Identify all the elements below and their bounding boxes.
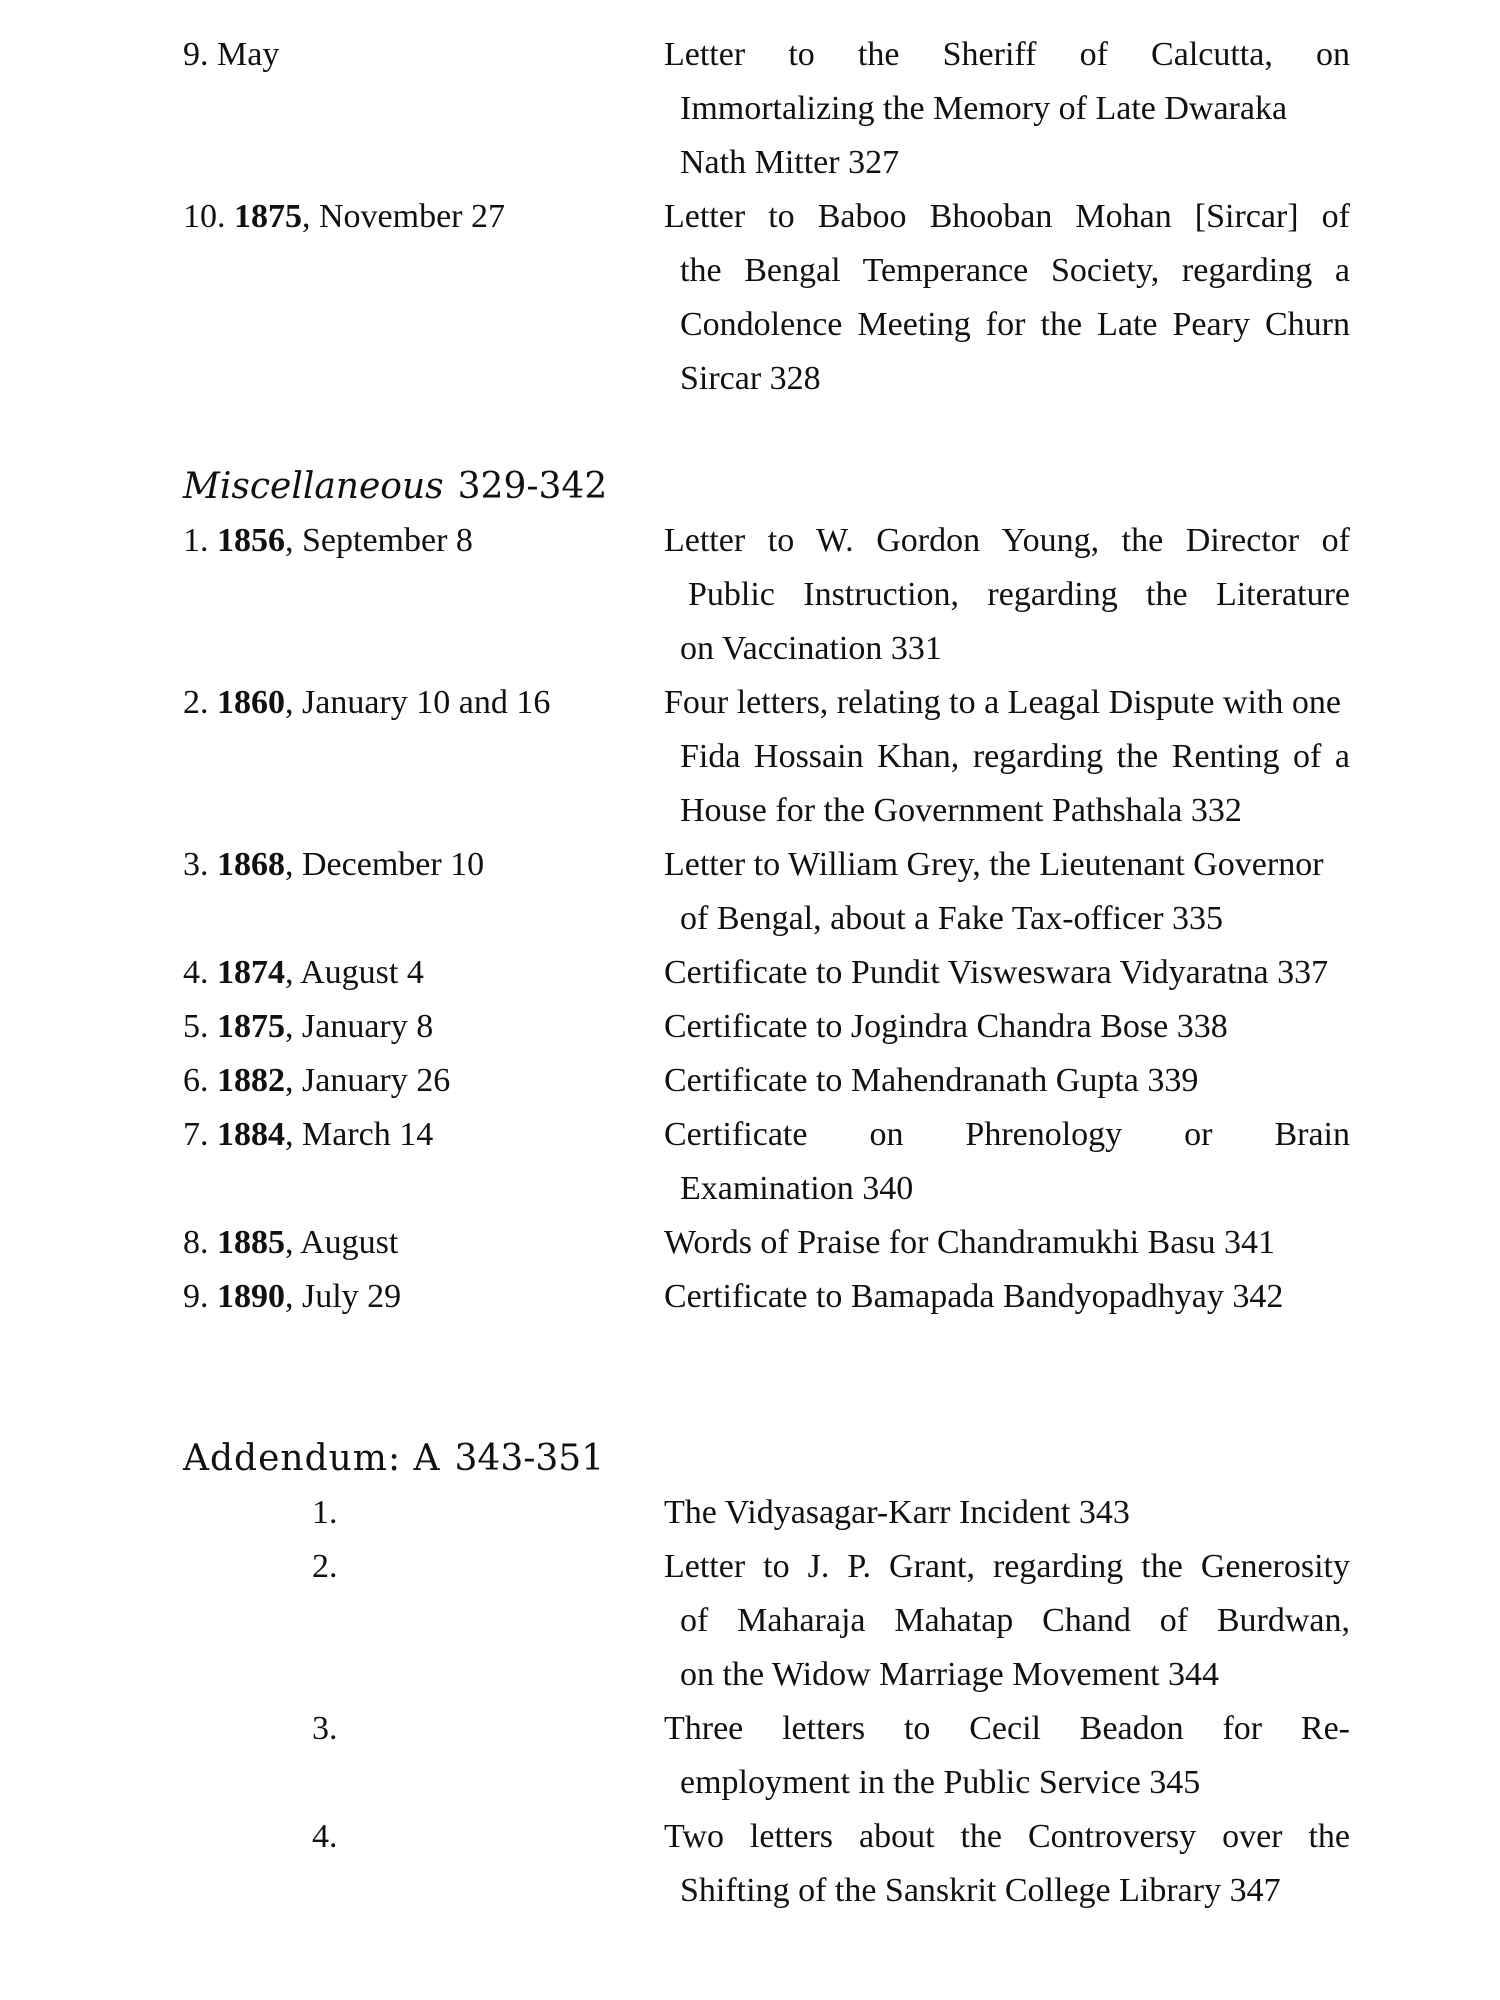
entry-number: 8. xyxy=(183,1224,209,1261)
entry-year: 1868 xyxy=(217,846,285,883)
description-line: Immortalizing the Memory of Late Dwaraka xyxy=(680,90,1288,127)
description-line: Words of Praise for Chandramukhi Basu 341 xyxy=(664,1224,1276,1261)
entry-number: 10. xyxy=(183,198,226,235)
entry-description xyxy=(664,1702,1350,1810)
entry-date xyxy=(183,514,473,568)
entry-date xyxy=(183,838,484,892)
entry-date-text: , August 4 xyxy=(285,954,424,991)
section-page-range: 329-342 xyxy=(457,466,608,507)
description-line: Letter to William Grey, the Lieutenant Governor xyxy=(664,846,1324,883)
entry-number: 2. xyxy=(312,1548,338,1585)
description-line: of Maharaja Mahatap Chand of Burdwan, xyxy=(680,1602,1350,1639)
description-line: Certificate on Phrenology or Brain xyxy=(664,1116,1350,1153)
description-line: on Vaccination 331 xyxy=(680,630,942,667)
entry-number: 3. xyxy=(183,846,209,883)
entry-number: 9. xyxy=(183,36,209,73)
entry-description xyxy=(664,946,1350,1000)
description-line: employment in the Public Service 345 xyxy=(680,1764,1201,1801)
description-line: Letter to the Sheriff of Calcutta, on xyxy=(664,36,1350,73)
entry-date xyxy=(183,1108,433,1162)
entry-date xyxy=(183,1216,398,1270)
entry-year: 1885 xyxy=(217,1224,285,1261)
entry-date xyxy=(183,1054,450,1108)
description-line: Nath Mitter 327 xyxy=(680,144,900,181)
entry-year: 1884 xyxy=(217,1116,285,1153)
description-line: on the Widow Marriage Movement 344 xyxy=(680,1656,1220,1693)
description-line: the Bengal Temperance Society, regarding a xyxy=(680,252,1350,289)
entry-year: 1882 xyxy=(217,1062,285,1099)
entry-description xyxy=(664,1216,1350,1270)
entry-description xyxy=(664,28,1350,190)
entry-description xyxy=(664,1270,1350,1324)
entry-number: 4. xyxy=(183,954,209,991)
entry-number: 1. xyxy=(183,522,209,559)
entry-description xyxy=(664,1486,1350,1540)
description-line: Letter to W. Gordon Young, the Director of xyxy=(664,522,1350,559)
entry-year: 1875 xyxy=(234,198,302,235)
entry-year: 1856 xyxy=(217,522,285,559)
section-heading-addendum xyxy=(183,1432,604,1486)
description-line: Examination 340 xyxy=(680,1170,914,1207)
entry-date-text: , December 10 xyxy=(285,846,485,883)
entry-description xyxy=(664,1810,1350,1918)
entry-date xyxy=(183,946,424,1000)
entry-number: 2. xyxy=(183,684,209,721)
entry-date-text: , January 26 xyxy=(285,1062,451,1099)
description-line: Shifting of the Sanskrit College Library 347 xyxy=(680,1872,1281,1909)
entry-description xyxy=(664,676,1350,838)
entry-date xyxy=(183,28,279,82)
description-line: The Vidyasagar-Karr Incident 343 xyxy=(664,1494,1130,1531)
entry-description xyxy=(664,1540,1350,1702)
entry-number: 7. xyxy=(183,1116,209,1153)
description-line: Four letters, relating to a Leagal Dispute with one xyxy=(664,684,1341,721)
description-line: Letter to J. P. Grant, regarding the Generosity xyxy=(664,1548,1350,1585)
description-line: Certificate to Pundit Visweswara Vidyaratna 337 xyxy=(664,954,1329,991)
section-heading-miscellaneous xyxy=(183,460,607,514)
entry-year: 1860 xyxy=(217,684,285,721)
section-title: Miscellaneous xyxy=(183,466,444,507)
entry-description xyxy=(664,1108,1350,1216)
entry-year: 1875 xyxy=(217,1008,285,1045)
entry-number: 1. xyxy=(312,1494,338,1531)
entry-date-text: May xyxy=(217,36,280,73)
entry-date-text: , January 8 xyxy=(285,1008,434,1045)
entry-description xyxy=(664,1054,1350,1108)
section-page-range: 343-351 xyxy=(454,1438,605,1479)
entry-year: 1890 xyxy=(217,1278,285,1315)
description-line: Certificate to Bamapada Bandyopadhyay 342 xyxy=(664,1278,1284,1315)
entry-number: 4. xyxy=(312,1818,338,1855)
entry-date xyxy=(183,1000,433,1054)
entry-date xyxy=(183,1270,401,1324)
description-line: Sircar 328 xyxy=(680,360,821,397)
section-title: Addendum: A xyxy=(183,1438,441,1479)
entry-description xyxy=(664,190,1350,406)
entry-number: 9. xyxy=(183,1278,209,1315)
entry-number: 5. xyxy=(183,1008,209,1045)
entry-description xyxy=(664,1000,1350,1054)
entry-number: 6. xyxy=(183,1062,209,1099)
description-line: Two letters about the Controversy over the xyxy=(664,1818,1350,1855)
entry-year: 1874 xyxy=(217,954,285,991)
description-line: Fida Hossain Khan, regarding the Renting of a xyxy=(680,738,1350,775)
description-line: of Bengal, about a Fake Tax-officer 335 xyxy=(680,900,1224,937)
description-line: Certificate to Jogindra Chandra Bose 338 xyxy=(664,1008,1228,1045)
entry-description xyxy=(664,838,1350,946)
entry-date xyxy=(183,190,505,244)
description-line: Letter to Baboo Bhooban Mohan [Sircar] of xyxy=(664,198,1350,235)
entry-number: 3. xyxy=(312,1710,338,1747)
description-line: Public Instruction, regarding the Literature xyxy=(688,576,1350,613)
entry-date-text: , March 14 xyxy=(285,1116,434,1153)
entry-date-text: , September 8 xyxy=(285,522,473,559)
entry-date-text: , January 10 and 16 xyxy=(285,684,551,721)
description-line: Certificate to Mahendranath Gupta 339 xyxy=(664,1062,1199,1099)
entry-date xyxy=(183,676,550,730)
entry-date-text: , August xyxy=(285,1224,399,1261)
entry-date-text: , July 29 xyxy=(285,1278,402,1315)
description-line: Condolence Meeting for the Late Peary Churn xyxy=(680,306,1350,343)
entry-description xyxy=(664,514,1350,676)
description-line: Three letters to Cecil Beadon for Re- xyxy=(664,1710,1350,1747)
entry-date-text: , November 27 xyxy=(302,198,506,235)
description-line: House for the Government Pathshala 332 xyxy=(680,792,1242,829)
